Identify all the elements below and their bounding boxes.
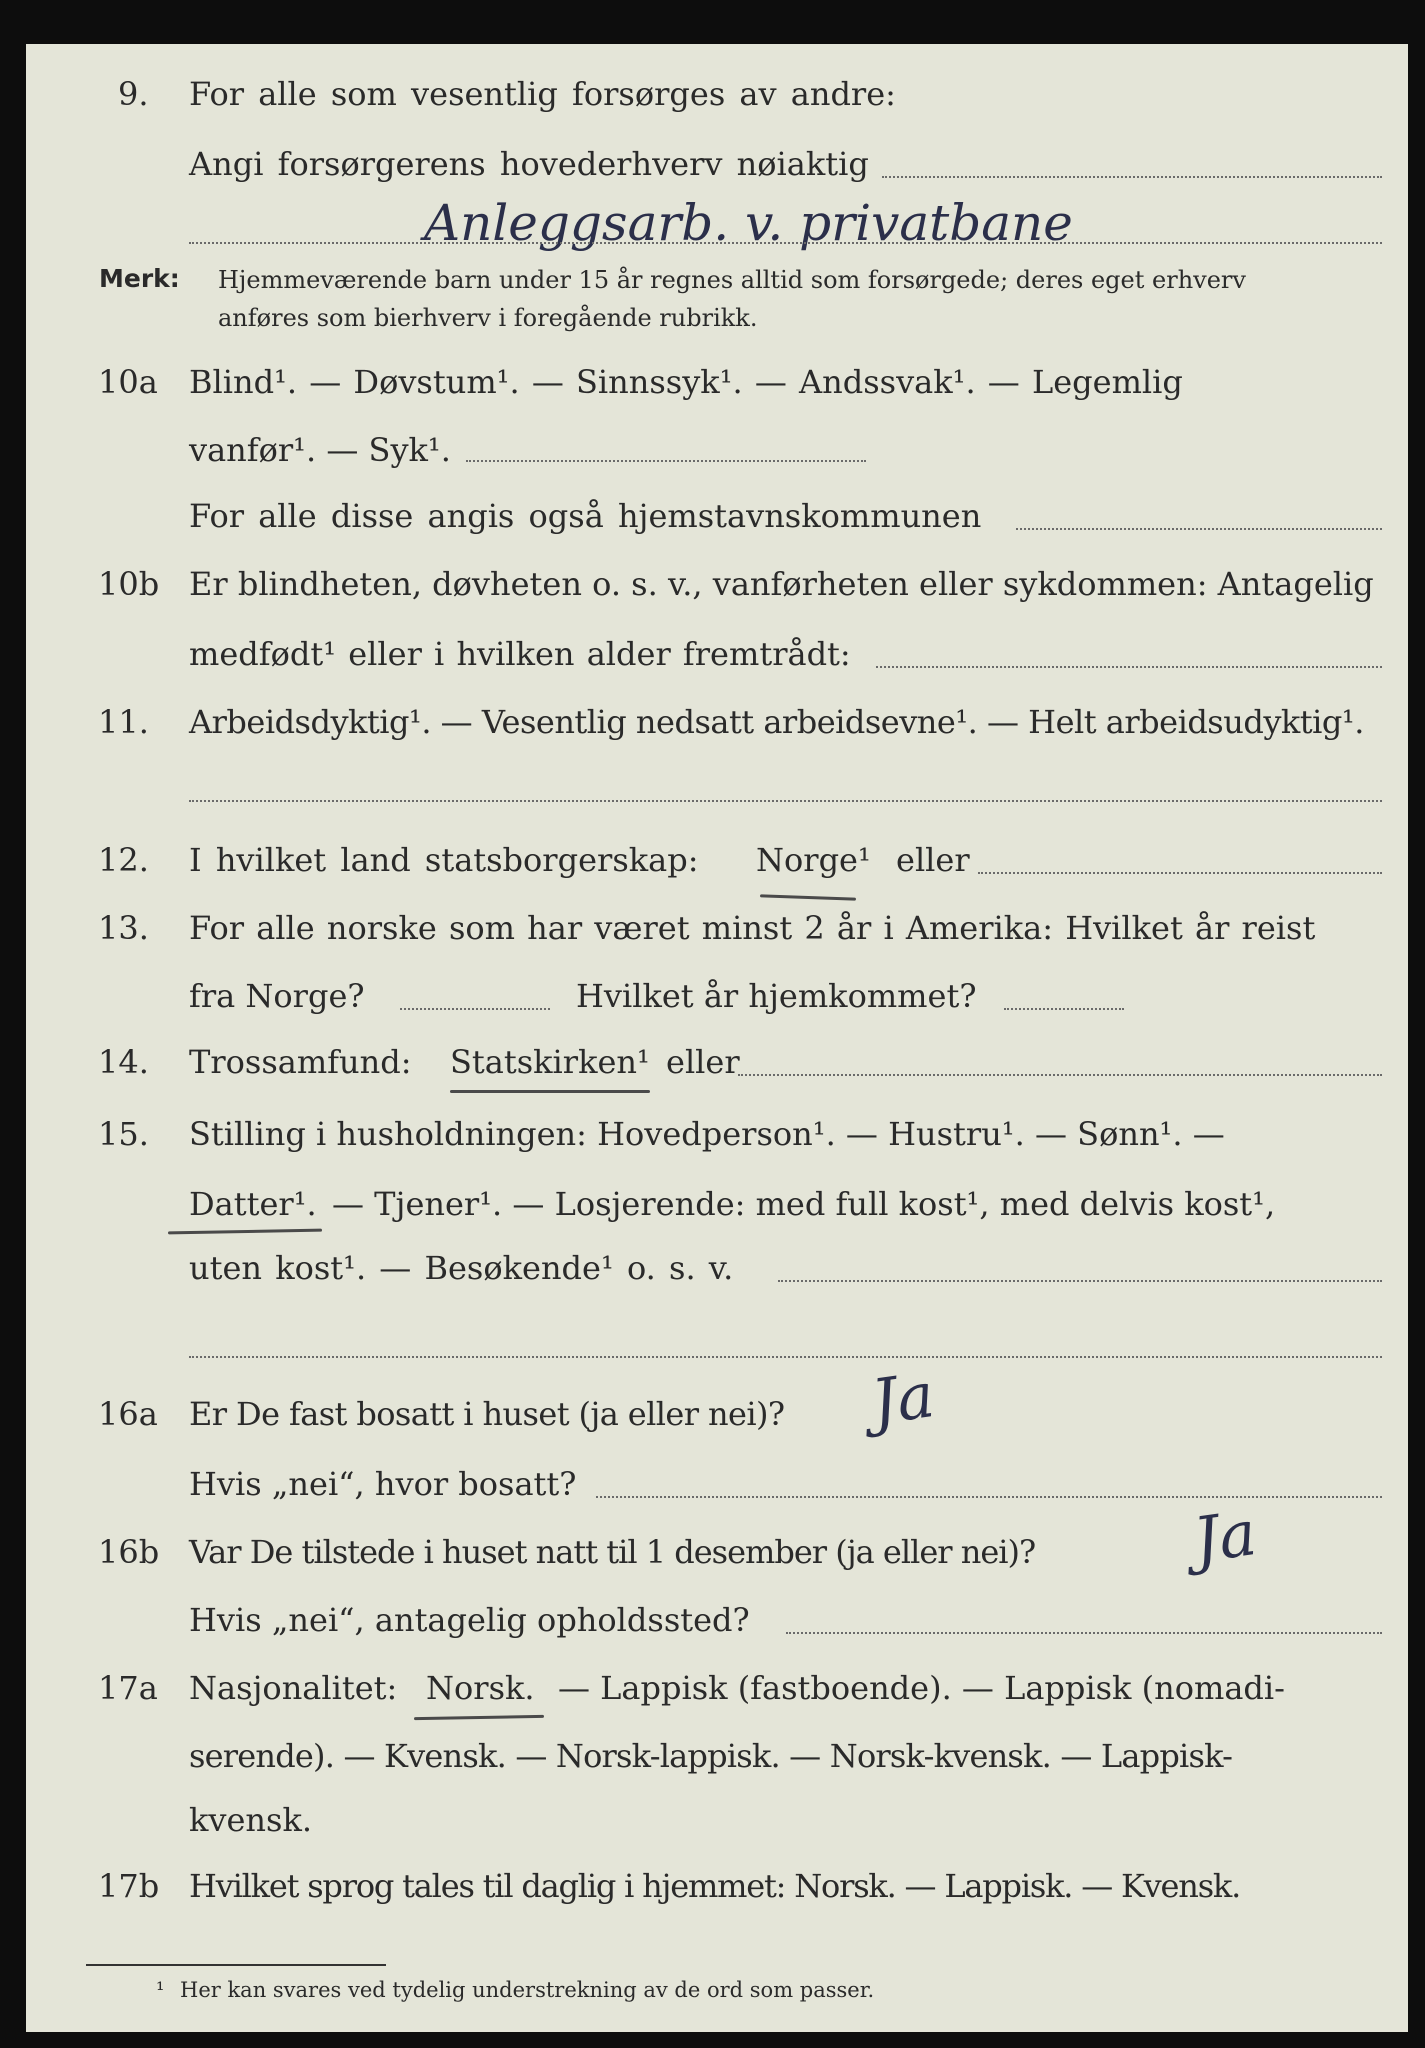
footnote-rule [86,1964,386,1966]
q12-prefix: I hvilket land statsborgerskap: [189,841,699,879]
q15-line3: uten kost¹. — Besøkende¹ o. s. v. [189,1249,734,1287]
q16a-line2: Hvis „nei“, hvor bosatt? [189,1465,577,1503]
q10a-line2: vanfør¹. — Syk¹. [189,431,451,469]
footnote-text: Her kan svares ved tydelig understrekning av de ord som passer. [180,1978,875,2002]
q14-option-statskirken: Statskirken¹ [450,1043,650,1081]
q11-answer-line [189,800,1382,802]
q16b-line2: Hvis „nei“, antagelig opholdssted? [189,1601,750,1639]
q13-reist-answer-line [400,1008,550,1010]
q13-line2b: Hvilket år hjemkommet? [576,977,977,1015]
q10a-number: 10a [98,363,158,401]
q11-number: 11. [98,703,149,741]
merk-line1: Hjemmeværende barn under 15 år regnes alltid som forsørgede; deres eget erhverv [218,266,1246,294]
q17a-line1-rest: — Lappisk (fastboende). — Lappisk (nomadi- [558,1669,1285,1707]
q12-underline-mark [760,894,856,900]
q9-line2: Angi forsørgerens hovederhverv nøiaktig [189,145,869,183]
footnote-marker: ¹ [156,1978,165,2002]
q10a-line3-answer-line [1016,528,1382,530]
q14-number: 14. [98,1043,149,1081]
q14-suffix: eller [666,1043,740,1081]
q9-handwritten-answer: Anleggsarb. v. privatbane [424,194,1073,252]
q12-number: 12. [98,841,149,879]
q16a-answer-line [596,1496,1382,1498]
q15-line3-answer-line [778,1280,1382,1282]
q16b-line1: Var De tilstede i huset natt til 1 desember (ja eller nei)? [189,1533,1036,1571]
q12-answer-line [978,872,1382,874]
q15-line2b: — Tjener¹. — Losjerende: med full kost¹, med delvis kost¹, [332,1185,1276,1223]
q16a-handwritten-answer: Ja [867,1358,939,1439]
q14-underline-mark [450,1090,650,1093]
q9-number: 9. [118,75,149,113]
q17b-line1: Hvilket sprog tales til daglig i hjemmet: Norsk. — Lappisk. — Kvensk. [189,1867,1241,1905]
q10a-line1: Blind¹. — Døvstum¹. — Sinnssyk¹. — Andssvak¹. — Legemlig [189,363,1183,401]
q16b-handwritten-answer: Ja [1189,1496,1261,1577]
q17a-line3: kvensk. [189,1801,312,1839]
q14-answer-line [738,1074,1382,1076]
q10b-line2: medfødt¹ eller i hvilken alder fremtrådt: [189,635,851,673]
q15-option-datter: Datter¹. [189,1185,317,1223]
q17a-option-norsk: Norsk. [426,1669,535,1707]
q17a-prefix: Nasjonalitet: [189,1669,398,1707]
q13-line1: For alle norske som har været minst 2 år i Amerika: Hvilket år reist [189,909,1316,947]
q14-prefix: Trossamfund: [189,1043,412,1081]
q13-number: 13. [98,909,149,947]
q15-number: 15. [98,1115,149,1153]
q17a-underline-mark [414,1715,544,1720]
q15-line1: Stilling i husholdningen: Hovedperson¹. — Hustru¹. — Sønn¹. — [189,1115,1225,1153]
q13-line2a: fra Norge? [189,977,365,1015]
q10a-line2-answer-line [466,460,866,462]
q13-hjemkommet-answer-line [1004,1008,1124,1010]
q16a-line1: Er De fast bosatt i huset (ja eller nei)? [189,1395,785,1433]
q16b-number: 16b [98,1533,160,1571]
q16b-answer-line [786,1632,1382,1634]
census-form-page [26,44,1408,2032]
q17a-number: 17a [98,1669,158,1707]
q15-extra-answer-line [189,1356,1382,1358]
q10b-answer-line [876,666,1382,668]
q16a-number: 16a [98,1395,158,1433]
merk-label: Merk: [99,264,180,293]
q10a-line3: For alle disse angis også hjemstavnskommunen [189,497,982,535]
q15-underline-mark [168,1229,322,1235]
q9-answer-line-1 [882,176,1382,178]
q9-answer-line-2 [189,242,1382,244]
q12-suffix: eller [896,841,970,879]
merk-line2: anføres som bierhverv i foregående rubrikk. [218,304,758,332]
q11-line1: Arbeidsdyktig¹. — Vesentlig nedsatt arbeidsevne¹. — Helt arbeidsudyktig¹. [189,703,1364,741]
q9-line1: For alle som vesentlig forsørges av andre: [189,75,896,113]
q10b-line1: Er blindheten, døvheten o. s. v., vanførheten eller sykdommen: Antagelig [189,565,1374,603]
q17b-number: 17b [98,1867,160,1905]
q17a-line2: serende). — Kvensk. — Norsk-lappisk. — Norsk-kvensk. — Lappisk- [189,1737,1233,1775]
q12-option-norge: Norge¹ [756,841,871,879]
q10b-number: 10b [98,565,160,603]
